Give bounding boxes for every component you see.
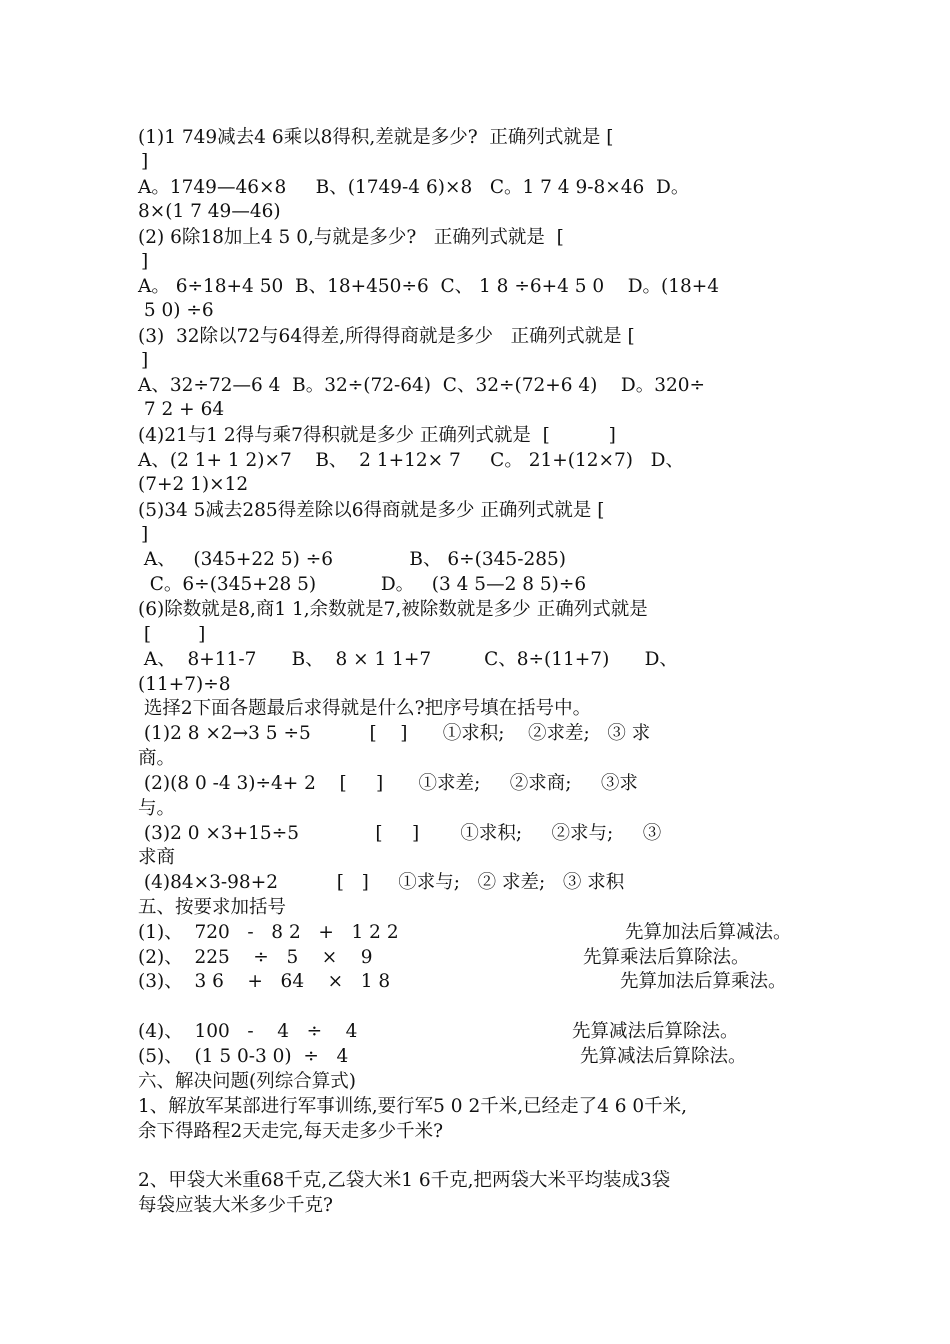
q2-bracket-close: ] [141, 251, 149, 272]
five-row5-req: 先算减法后算除法。 [580, 1046, 747, 1067]
q2-options: A。 6÷18+4 50 B、18+450÷6 C、 1 8 ÷6+4 5 0 D。(18+4 [138, 276, 720, 297]
choose2-q1-cont: 商。 [138, 748, 176, 769]
q4-options-cont: (7+2 1)×12 [138, 474, 249, 495]
five-row4-req: 先算减法后算除法。 [572, 1021, 739, 1042]
q6-bracket: [ ] [138, 624, 206, 645]
q5-options-cont: C。6÷(345+28 5) D。 (3 4 5—2 8 5)÷6 [138, 574, 587, 595]
q6-options: A、 8+11-7 B、 8 × 1 1+7 C、8÷(11+7) D、 [138, 649, 678, 670]
five-row4-expr: (4)、 100 - 4 ÷ 4 [138, 1021, 358, 1042]
five-row3-expr: (3)、 3 6 + 64 × 1 8 [138, 971, 391, 992]
five-row5-expr: (5)、 (1 5 0-3 0) ÷ 4 [138, 1046, 349, 1067]
six-problem2-cont: 每袋应装大米多少千克? [138, 1195, 333, 1216]
five-row1-expr: (1)、 720 - 8 2 + 1 2 2 [138, 922, 399, 943]
q3-options: A、32÷72—6 4 B。32÷(72-64) C、32÷(72+6 4) D。320÷ [138, 375, 706, 396]
five-row2-expr: (2)、 225 ÷ 5 × 9 [138, 947, 373, 968]
q1-stem: (1)1 749减去4 6乘以8得积,差就是多少? 正确列式就是 [ [138, 127, 614, 148]
q2-stem: (2) 6除18加上4 5 0,与就是多少? 正确列式就是 [ [138, 227, 564, 248]
q1-options-cont: 8×(1 7 49—46) [138, 201, 281, 222]
six-problem2: 2、甲袋大米重68千克,乙袋大米1 6千克,把两袋大米平均装成3袋 [138, 1170, 671, 1191]
q5-stem: (5)34 5减去285得差除以6得商就是多少 正确列式就是 [ [138, 500, 605, 521]
six-problem1-cont: 余下得路程2天走完,每天走多少千米? [138, 1121, 444, 1142]
five-row1-req: 先算加法后算减法。 [625, 922, 792, 943]
q1-bracket-close: ] [141, 151, 149, 172]
q3-stem: (3) 32除以72与64得差,所得得商就是多少 正确列式就是 [ [138, 326, 635, 347]
choose2-q1: (1)2 8 ×2→3 5 ÷5 [ ] ①求积; ②求差; ③ 求 [138, 723, 651, 744]
choose2-q2-cont: 与。 [138, 798, 176, 819]
q6-stem: (6)除数就是8,商1 1,余数就是7,被除数就是多少 正确列式就是 [138, 599, 648, 620]
choose2-q4: (4)84×3-98+2 [ ] ①求与; ② 求差; ③ 求积 [138, 872, 625, 893]
q1-options: A。1749—46×8 B、(1749-4 6)×8 C。1 7 4 9-8×46 D。 [138, 177, 690, 198]
section-five-title: 五、按要求加括号 [138, 897, 287, 918]
choose2-title: 选择2下面各题最后求得就是什么?把序号填在括号中。 [138, 698, 592, 719]
q4-options: A、(2 1+ 1 2)×7 B、 2 1+12× 7 C。 21+(12×7) D、 [138, 450, 684, 471]
q6-options-cont: (11+7)÷8 [138, 674, 231, 695]
choose2-q2: (2)(8 0 -4 3)÷4+ 2 [ ] ①求差; ②求商; ③求 [138, 773, 638, 794]
five-row3-req: 先算加法后算乘法。 [620, 971, 787, 992]
choose2-q3-cont: 求商 [138, 847, 176, 868]
q5-bracket-close: ] [141, 524, 149, 545]
choose2-q3: (3)2 0 ×3+15÷5 [ ] ①求积; ②求与; ③ [138, 823, 662, 844]
section-six-title: 六、解决问题(列综合算式) [138, 1071, 356, 1092]
q3-bracket-close: ] [141, 350, 149, 371]
five-row2-req: 先算乘法后算除法。 [583, 947, 750, 968]
six-problem1: 1、解放军某部进行军事训练,要行军5 0 2千米,已经走了4 6 0千米, [138, 1096, 688, 1117]
q4-stem: (4)21与1 2得与乘7得积就是多少 正确列式就是 [ ] [138, 425, 616, 446]
q5-options: A、 (345+22 5) ÷6 B、 6÷(345-285) [138, 549, 566, 570]
q3-options-cont: 7 2 + 64 [138, 399, 225, 420]
q2-options-cont: 5 0) ÷6 [138, 300, 214, 321]
